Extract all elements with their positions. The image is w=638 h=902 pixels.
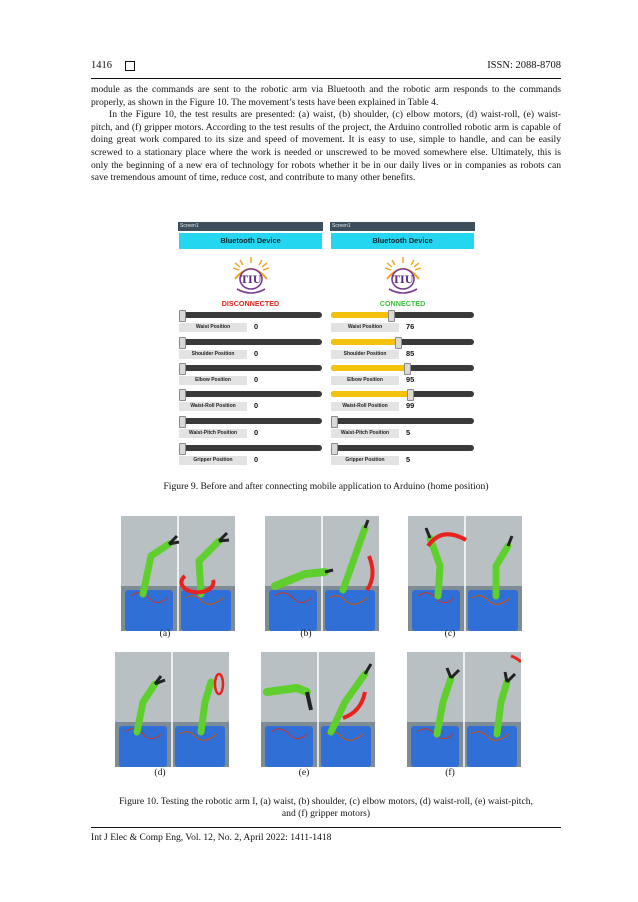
page-number: 1416	[91, 60, 112, 71]
subfigure-label: (c)	[444, 628, 456, 639]
page-footer: Int J Elec & Comp Eng, Vol. 12, No. 2, April 2022: 1411-1418	[91, 832, 332, 843]
university-logo-icon	[381, 253, 425, 297]
robotic-arm-photo	[261, 652, 375, 767]
position-label: Elbow Position	[179, 376, 247, 385]
position-label: Waist Position	[331, 323, 399, 332]
position-value: 0	[254, 349, 259, 358]
page-header	[91, 60, 561, 76]
subfigure-label: (d)	[154, 767, 166, 778]
subfigure-label: (f)	[445, 767, 455, 778]
square-bullet-icon	[125, 61, 135, 71]
slider-thumb[interactable]	[331, 443, 338, 455]
slider-row	[330, 442, 475, 469]
position-label: Waist Position	[179, 323, 247, 332]
position-label: Gripper Position	[331, 456, 399, 465]
slider-track[interactable]	[179, 418, 322, 424]
position-value: 5	[406, 455, 411, 464]
app-screen-before	[178, 222, 323, 467]
robotic-arm-photo	[115, 652, 229, 767]
bluetooth-device-button[interactable]: Bluetooth Device	[179, 233, 322, 249]
position-label: Waist-Roll Position	[179, 402, 247, 411]
slider-fill	[331, 339, 398, 345]
slider-row	[178, 388, 323, 415]
position-label: Waist-Pitch Position	[331, 429, 399, 438]
slider-fill	[331, 365, 407, 371]
subfigure-label: (e)	[298, 767, 310, 778]
position-label: Shoulder Position	[179, 350, 247, 359]
svg-text:TIU: TIU	[240, 275, 262, 286]
slider-track[interactable]	[331, 445, 474, 451]
slider-row	[178, 362, 323, 389]
robotic-arm-photo	[265, 516, 379, 631]
slider-thumb[interactable]	[179, 363, 186, 375]
subfigure-label: (a)	[159, 628, 171, 639]
slider-track[interactable]	[179, 339, 322, 345]
slider-thumb[interactable]	[404, 363, 411, 375]
slider-track[interactable]	[179, 365, 322, 371]
slider-fill	[331, 312, 391, 318]
slider-track[interactable]	[331, 418, 474, 424]
slider-track[interactable]	[179, 445, 322, 451]
robotic-arm-photo	[408, 516, 522, 631]
subfigure-label: (b)	[300, 628, 312, 639]
slider-track[interactable]	[331, 365, 474, 371]
position-value: 99	[406, 401, 415, 410]
slider-row	[178, 336, 323, 363]
paragraph: module as the commands are sent to the robotic arm via Bluetooth and the robotic arm responds to the commands properly, as shown in the Figure 10. The movement’s tests have been explained in Table 4.	[91, 84, 561, 108]
slider-thumb[interactable]	[407, 389, 414, 401]
slider-row	[178, 415, 323, 442]
slider-thumb[interactable]	[179, 416, 186, 428]
position-value: 0	[254, 322, 259, 331]
slider-track[interactable]	[331, 391, 474, 397]
position-label: Gripper Position	[179, 456, 247, 465]
screen-title-bar: Screen1	[330, 222, 475, 231]
slider-thumb[interactable]	[395, 337, 402, 349]
slider-thumb[interactable]	[331, 416, 338, 428]
university-logo-icon	[229, 253, 273, 297]
header-rule	[91, 78, 561, 79]
figure10-caption-line: and (f) gripper motors)	[281, 808, 371, 820]
slider-row	[178, 309, 323, 336]
figure10-caption	[91, 796, 561, 821]
position-value: 0	[254, 455, 259, 464]
paragraph: In the Figure 10, the test results are presented: (a) waist, (b) shoulder, (c) elbow motors, (d) waist-roll, (e) waist-pitch, and (f) gripper motors. According to the test results of the project, the Arduino controlled robotic arm is capable of doing great work compared to its size and speed of movement. It is easy to use, simple to handle, and can be easily screwed to a stationary place where the work is needed or unscrewed to be moved somewhere else. Ultimately, this is only the beginning of a new era of technology for robots whether it be in our daily lives or in companies as robots can save tremendous amount of time, reduce cost, and contribute to many other benefits.	[91, 109, 561, 184]
position-value: 0	[254, 375, 259, 384]
slider-track[interactable]	[179, 391, 322, 397]
slider-row	[330, 336, 475, 363]
position-value: 0	[254, 401, 259, 410]
app-screen-after	[330, 222, 475, 467]
slider-thumb[interactable]	[179, 443, 186, 455]
position-label: Waist-Pitch Position	[179, 429, 247, 438]
body-text	[91, 84, 561, 185]
slider-track[interactable]	[179, 312, 322, 318]
position-value: 85	[406, 349, 415, 358]
screen-title-bar: Screen1	[178, 222, 323, 231]
slider-row	[330, 415, 475, 442]
slider-fill	[331, 391, 410, 397]
footer-rule	[91, 827, 561, 828]
slider-thumb[interactable]	[179, 337, 186, 349]
slider-thumb[interactable]	[179, 389, 186, 401]
position-value: 76	[406, 322, 415, 331]
slider-track[interactable]	[331, 339, 474, 345]
position-value: 0	[254, 428, 259, 437]
position-label: Waist-Roll Position	[331, 402, 399, 411]
position-value: 5	[406, 428, 411, 437]
robotic-arm-photo	[121, 516, 235, 631]
slider-thumb[interactable]	[388, 310, 395, 322]
svg-text:TIU: TIU	[392, 275, 414, 286]
position-value: 95	[406, 375, 415, 384]
slider-track[interactable]	[331, 312, 474, 318]
slider-row	[330, 362, 475, 389]
figure9-caption: Figure 9. Before and after connecting mobile application to Arduino (home position)	[163, 481, 489, 492]
position-label: Shoulder Position	[331, 350, 399, 359]
bluetooth-device-button[interactable]: Bluetooth Device	[331, 233, 474, 249]
figure10-caption-line: Figure 10. Testing the robotic arm I, (a) waist, (b) shoulder, (c) elbow motors, (d) waist-roll, (e) waist-pitch,	[119, 796, 533, 807]
robotic-arm-photo	[407, 652, 521, 767]
position-label: Elbow Position	[331, 376, 399, 385]
slider-row	[330, 388, 475, 415]
slider-thumb[interactable]	[179, 310, 186, 322]
slider-row	[330, 309, 475, 336]
connection-status: DISCONNECTED	[221, 299, 280, 308]
issn: ISSN: 2088-8708	[487, 60, 561, 71]
slider-row	[178, 442, 323, 469]
connection-status: CONNECTED	[379, 299, 426, 308]
